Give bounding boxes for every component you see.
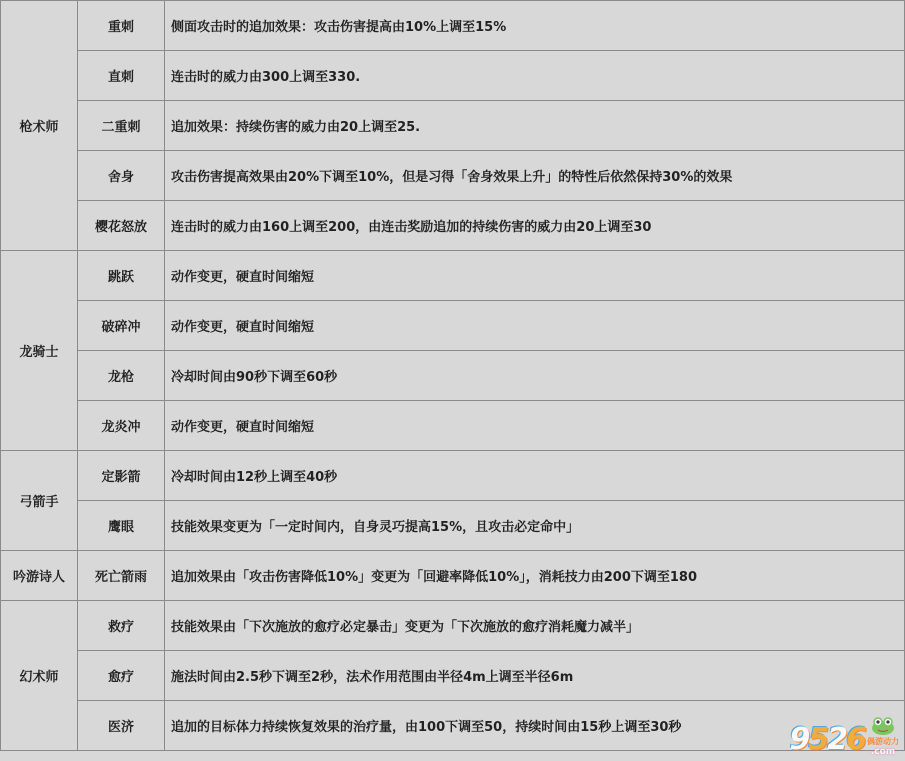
watermark-digits: [790, 722, 866, 757]
skill-name-cell: 二重刺: [78, 101, 165, 151]
skill-name-cell: 直刺: [78, 51, 165, 101]
skill-change-description: 技能效果变更为「一定时间内，自身灵巧提高15%，且攻击必定命中」: [165, 501, 905, 551]
job-class-cell: 幻术师: [1, 601, 78, 751]
skill-name-cell: 跳跃: [78, 251, 165, 301]
skill-name-cell: 鹰眼: [78, 501, 165, 551]
watermark-brand: 偶游动力: [867, 737, 899, 746]
watermark-domain: .com: [870, 747, 896, 757]
table-row: [1, 451, 905, 501]
skill-change-description: 动作变更，硬直时间缩短: [165, 401, 905, 451]
skill-name-cell: 愈疗: [78, 651, 165, 701]
skill-name-cell: 舍身: [78, 151, 165, 201]
table-row: [1, 101, 905, 151]
skill-name-cell: 龙枪: [78, 351, 165, 401]
table-row: [1, 151, 905, 201]
skill-change-description: 追加效果由「攻击伤害降低10%」变更为「回避率降低10%」，消耗技力由200下调至180: [165, 551, 905, 601]
watermark-digit: 2: [827, 722, 847, 757]
table-row: [1, 501, 905, 551]
table-row: [1, 251, 905, 301]
job-class-cell: 弓箭手: [1, 451, 78, 551]
table-body: [1, 1, 905, 751]
job-class-cell: 枪术师: [1, 1, 78, 251]
site-watermark: [790, 716, 900, 757]
table-row: [1, 701, 905, 751]
table-row: [1, 351, 905, 401]
skill-change-description: 冷却时间由12秒上调至40秒: [165, 451, 905, 501]
skill-change-description: 追加的目标体力持续恢复效果的治疗量，由100下调至50，持续时间由15秒上调至30秒: [165, 701, 905, 751]
job-class-cell: 龙骑士: [1, 251, 78, 451]
skill-change-description: 动作变更，硬直时间缩短: [165, 251, 905, 301]
table-row: [1, 1, 905, 51]
watermark-digit: 5: [808, 722, 828, 757]
skill-name-cell: 救疗: [78, 601, 165, 651]
skill-change-description: 施法时间由2.5秒下调至2秒，法术作用范围由半径4m上调至半径6m: [165, 651, 905, 701]
job-class-cell: 吟游诗人: [1, 551, 78, 601]
table-row: [1, 51, 905, 101]
skill-change-description: 连击时的威力由300上调至330.: [165, 51, 905, 101]
table-row: [1, 201, 905, 251]
skill-name-cell: 樱花怒放: [78, 201, 165, 251]
table-row: [1, 301, 905, 351]
frog-mascot-icon: [867, 716, 899, 757]
skill-change-description: 技能效果由「下次施放的愈疗必定暴击」变更为「下次施放的愈疗消耗魔力减半」: [165, 601, 905, 651]
skill-name-cell: 死亡箭雨: [78, 551, 165, 601]
skill-name-cell: 破碎冲: [78, 301, 165, 351]
table-row: [1, 601, 905, 651]
skill-name-cell: 龙炎冲: [78, 401, 165, 451]
table-row: [1, 651, 905, 701]
skill-name-cell: 定影箭: [78, 451, 165, 501]
frog-mascot-icon-svg: [870, 716, 896, 736]
watermark-digit: 9: [789, 722, 809, 757]
skill-change-description: 攻击伤害提高效果由20%下调至10%，但是习得「舍身效果上升」的特性后依然保持30%的效果: [165, 151, 905, 201]
skill-change-description: 动作变更，硬直时间缩短: [165, 301, 905, 351]
table-row: [1, 551, 905, 601]
watermark-digit: 6: [846, 722, 865, 757]
skill-change-description: 追加效果：持续伤害的威力由20上调至25.: [165, 101, 905, 151]
skill-name-cell: 医济: [78, 701, 165, 751]
skill-change-description: 连击时的威力由160上调至200，由连击奖励追加的持续伤害的威力由20上调至30: [165, 201, 905, 251]
skill-change-description: 冷却时间由90秒下调至60秒: [165, 351, 905, 401]
skill-name-cell: 重刺: [78, 1, 165, 51]
table-row: [1, 401, 905, 451]
skill-change-description: 侧面攻击时的追加效果：攻击伤害提高由10%上调至15%: [165, 1, 905, 51]
